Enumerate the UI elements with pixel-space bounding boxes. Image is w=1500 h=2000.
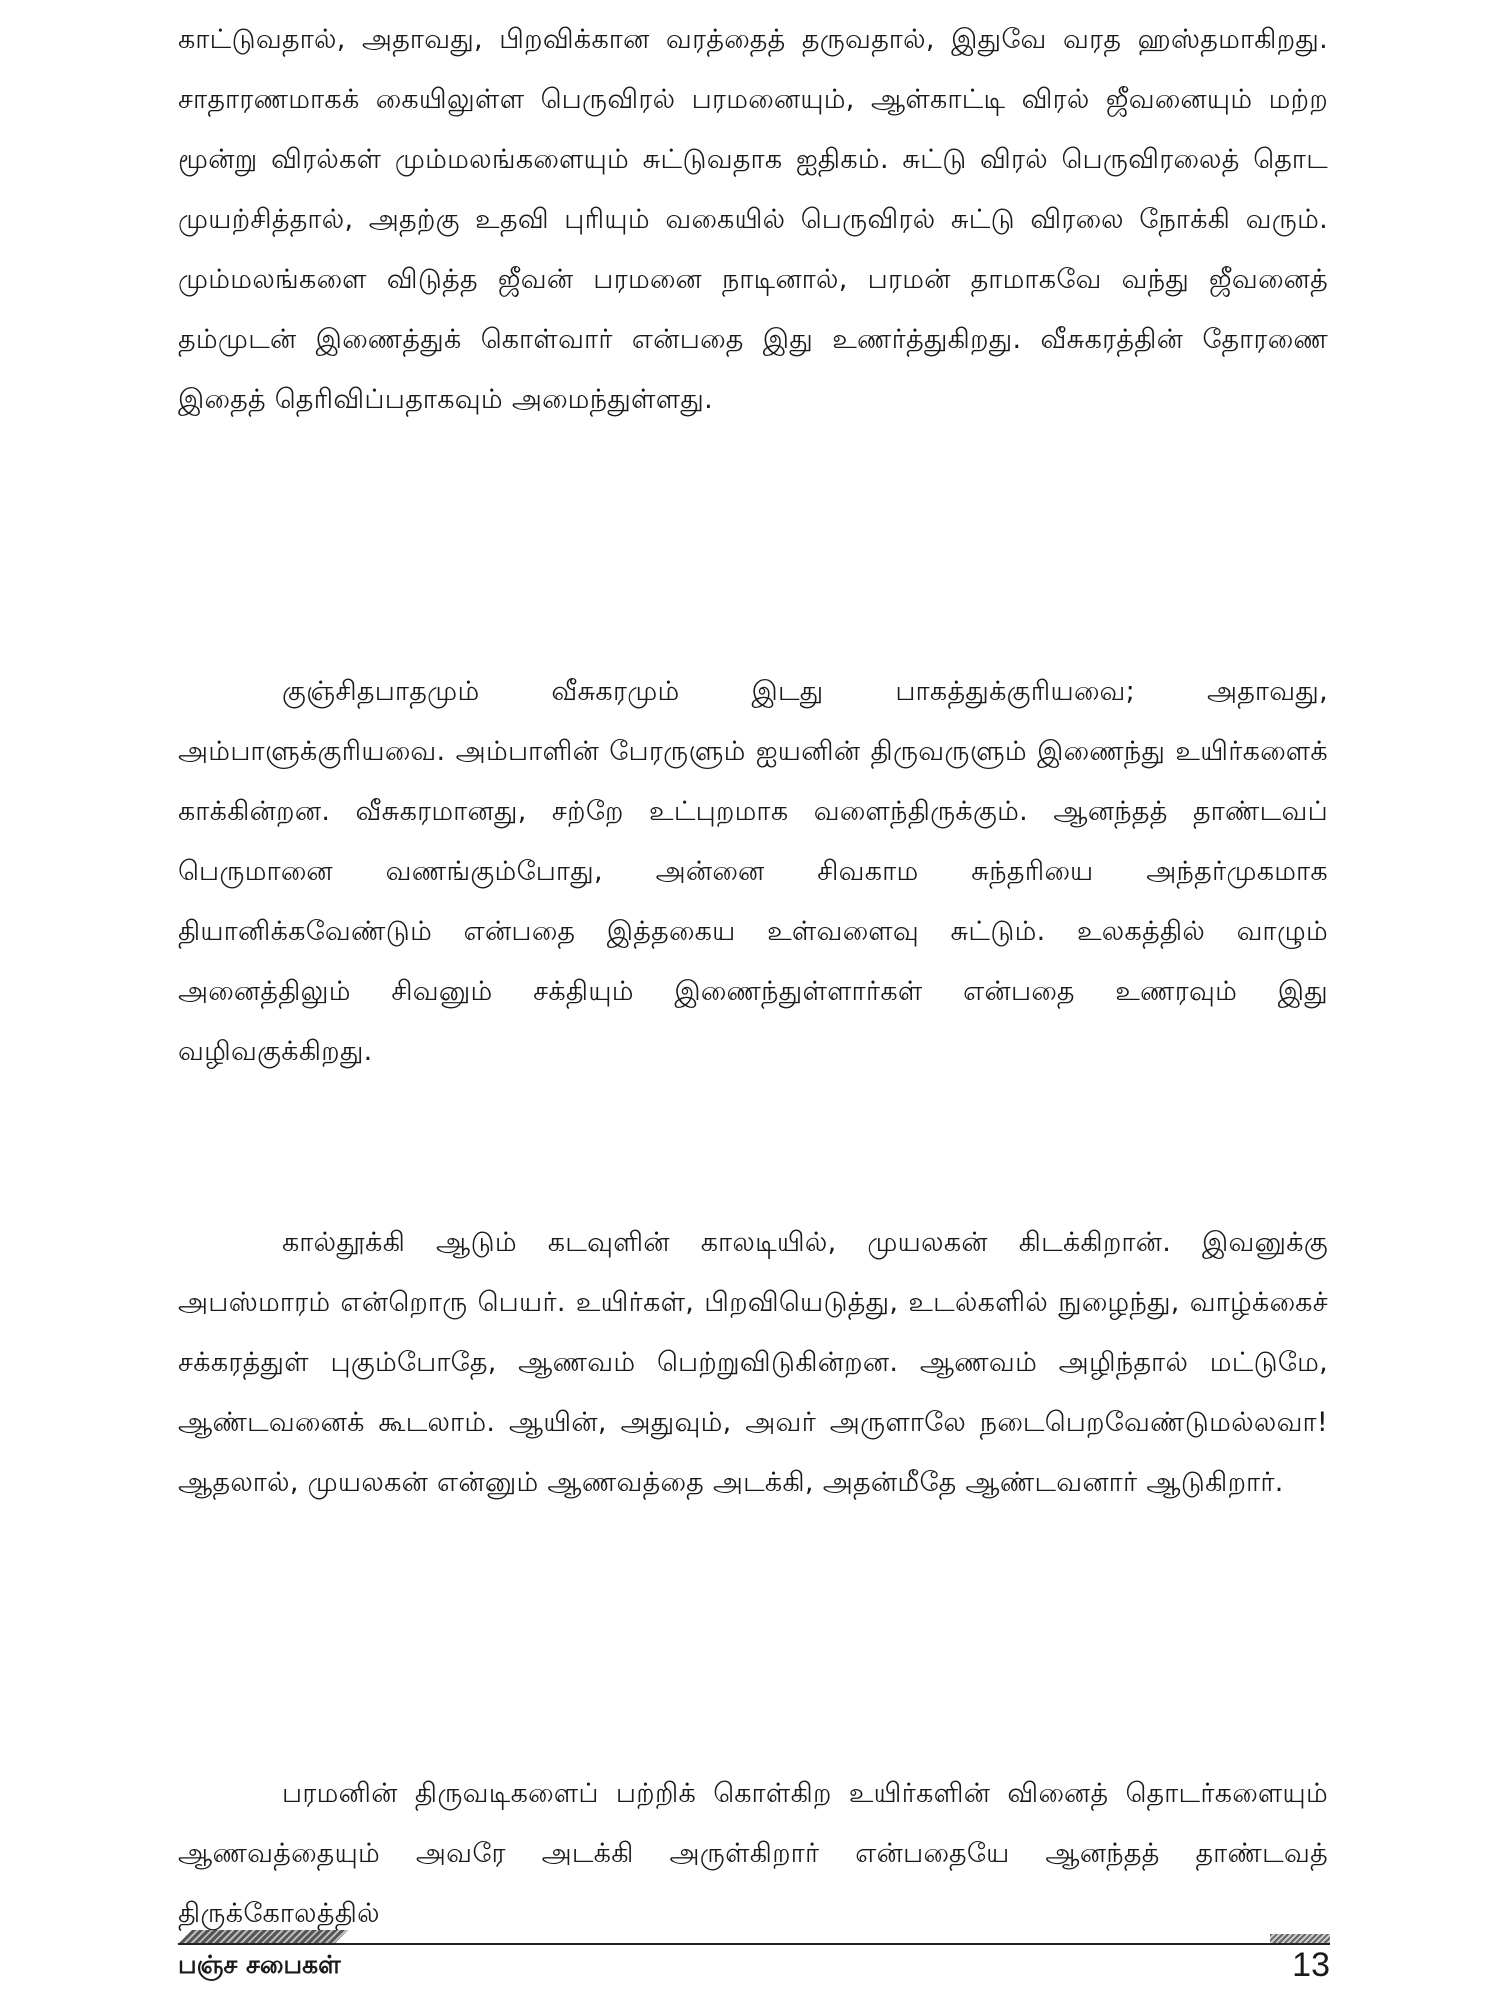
paragraph-2: குஞ்சிதபாதமும் வீசுகரமும் இடது பாகத்துக்குரியவை; அதாவது, அம்பாளுக்குரியவை. அம்பாளின் பேரருளும் ஐயனின் திருவருளும் இணைந்து உயிர்களைக் காக்கின்றன. வீசுகரமானது, சற்றே உட்புறமாக வளைந்திருக்கும். ஆனந்தத் தாண்டவப் பெருமானை வணங்கும்போது, அன்னை சிவகாம சுந்தரியை அந்தர்முகமாக தியானிக்கவேண்டும் என்பதை இத்தகைய உள்வளைவு சுட்டும். உலகத்தில் வாழும் அனைத்திலும் சிவனும் சக்தியும் இணைந்துள்ளார்கள் என்பதை உணரவும் இது வழிவகுக்கிறது. bbox=[178, 676, 1328, 1067]
footer-decorative-band bbox=[178, 1930, 348, 1944]
footer-rule bbox=[178, 1943, 1330, 1945]
page-number: 13 bbox=[1292, 1946, 1330, 1984]
footer-book-title: பஞ்ச சபைகள் bbox=[178, 1950, 341, 1979]
paragraph-3: கால்தூக்கி ஆடும் கடவுளின் காலடியில், முயலகன் கிடக்கிறான். இவனுக்கு அபஸ்மாரம் என்றொரு பெயர். உயிர்கள், பிறவியெடுத்து, உடல்களில் நுழைந்து, வாழ்க்கைச் சக்கரத்துள் புகும்போதே, ஆணவம் பெற்றுவிடுகின்றன. ஆணவம் அழிந்தால் மட்டுமே, ஆண்டவனைக் கூடலாம். ஆயின், அதுவும், அவர் அருளாலே நடைபெறவேண்டுமல்லவா! ஆதலால், முயலகன் என்னும் ஆணவத்தை அடக்கி, அதன்மீதே ஆண்டவனார் ஆடுகிறார். bbox=[178, 1227, 1328, 1498]
paragraph-4: பரமனின் திருவடிகளைப் பற்றிக் கொள்கிற உயிர்களின் வினைத் தொடர்களையும் ஆணவத்தையும் அவரே அடக்கி அருள்கிறார் என்பதையே ஆனந்தத் தாண்டவத் திருக்கோலத்தில் bbox=[178, 1778, 1328, 1929]
paragraph-1: காட்டுவதால், அதாவது, பிறவிக்கான வரத்தைத் தருவதால், இதுவே வரத ஹஸ்தமாகிறது. சாதாரணமாகக் கையிலுள்ள பெருவிரல் பரமனையும், ஆள்காட்டி விரல் ஜீவனையும் மற்ற மூன்று விரல்கள் மும்மலங்களையும் சுட்டுவதாக ஐதிகம். சுட்டு விரல் பெருவிரலைத் தொட முயற்சித்தால், அதற்கு உதவி புரியும் வகையில் பெருவிரல் சுட்டு விரலை நோக்கி வரும். மும்மலங்களை விடுத்த ஜீவன் பரமனை நாடினால், பரமன் தாமாகவே வந்து ஜீவனைத் தம்முடன் இணைத்துக் கொள்வார் என்பதை இது உணர்த்துகிறது. வீசுகரத்தின் தோரணை இதைத் தெரிவிப்பதாகவும் அமைந்துள்ளது. bbox=[178, 24, 1328, 415]
